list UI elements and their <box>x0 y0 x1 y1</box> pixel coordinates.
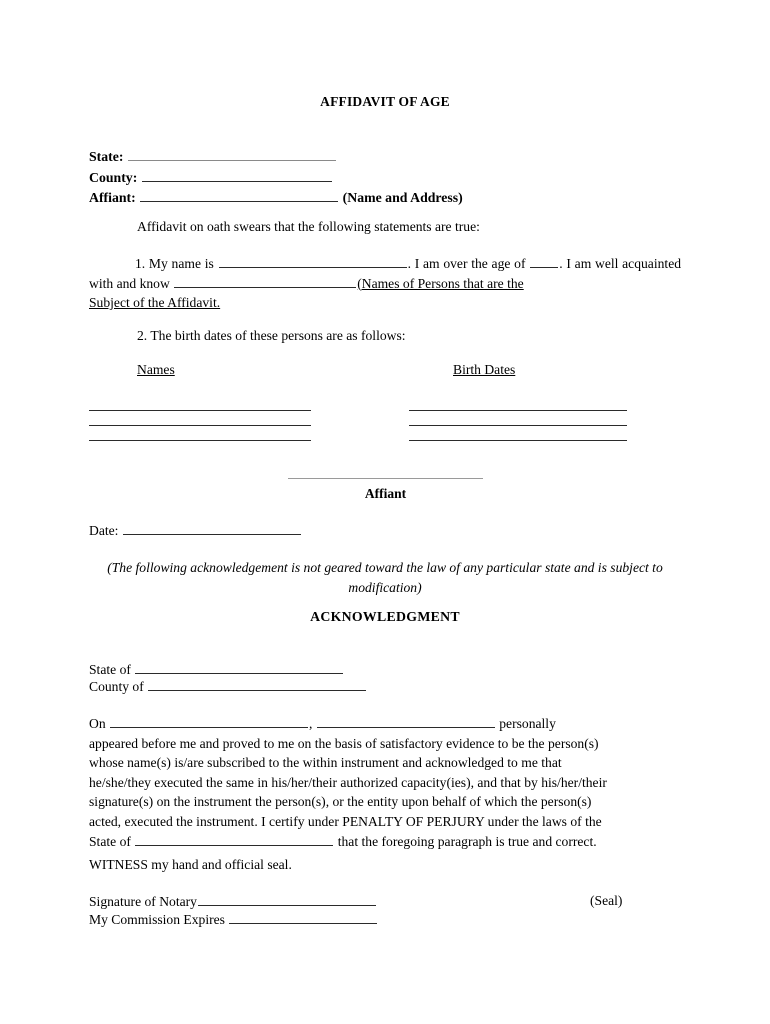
acknowledgment-note <box>105 558 665 598</box>
date-label: Date: <box>89 523 119 538</box>
affiant-fill-line[interactable] <box>140 189 338 202</box>
date-row <box>89 522 302 539</box>
county-fill-line[interactable] <box>142 169 332 182</box>
notary-state-fill-line[interactable] <box>135 661 343 674</box>
state-fill-line[interactable] <box>128 148 336 161</box>
notary-county-label: County of <box>89 679 144 694</box>
notary-signature-row <box>89 893 377 910</box>
item1-underlined-b: Subject of the Affidavit. <box>89 295 221 310</box>
state-row <box>89 147 463 168</box>
affidavit-item-2: 2. The birth dates of these persons are as follows: <box>137 328 406 343</box>
commission-expires-fill-line[interactable] <box>229 911 377 924</box>
column-header-birth-dates: Birth Dates <box>453 362 516 377</box>
acknowledgment-note-line-1: (The following acknowledgement is not geared toward the law of any particular state and is <box>107 560 607 575</box>
item1-text-c: . I am well acquainted with and know <box>89 256 682 291</box>
column-header-names: Names <box>137 362 175 377</box>
acknowledgment-line-3: whose name(s) is/are subscribed to the within instrument and acknowledged to me that <box>89 755 562 771</box>
notary-county-fill-line[interactable] <box>148 678 366 691</box>
affiant-label: Affiant: <box>89 190 136 205</box>
ack-date-fill-line[interactable] <box>110 715 308 728</box>
acknowledgment-line-5: signature(s) on the instrument the person(s), or the entity upon behalf of which the person(s) <box>89 794 592 810</box>
birth-dates-blank-line-1[interactable] <box>409 410 627 411</box>
notary-signature-label: Signature of Notary <box>89 894 197 909</box>
county-row <box>89 168 463 189</box>
witness-statement: WITNESS my hand and official seal. <box>89 857 292 872</box>
acknowledgment-line-2: appeared before me and proved to me on the basis of satisfactory evidence to be the person(s) <box>89 735 599 751</box>
ack-closing-text: that the foregoing paragraph is true and correct. <box>337 833 597 849</box>
ack-name-fill-line[interactable] <box>317 715 495 728</box>
notary-county-row <box>89 678 367 695</box>
ack-on-label: On <box>89 716 106 731</box>
names-blank-line-1[interactable] <box>89 410 311 411</box>
state-label: State: <box>89 149 124 164</box>
item1-text-b: . I am over the age of <box>407 256 526 271</box>
commission-expires-row <box>89 911 378 928</box>
ack-state-label: State of <box>89 833 131 849</box>
ack-personally-label: personally <box>499 716 556 731</box>
names-blank-line-2[interactable] <box>89 425 311 426</box>
acknowledgment-heading: ACKNOWLEDGMENT <box>310 609 460 624</box>
commission-expires-label: My Commission Expires <box>89 912 225 927</box>
notary-state-row <box>89 661 344 678</box>
affiant-row <box>89 188 463 209</box>
ack-comma: , <box>309 716 313 731</box>
ack-state-fill-line[interactable] <box>135 833 333 846</box>
birth-dates-blank-line-3[interactable] <box>409 440 627 441</box>
affiant-signature-label: Affiant <box>364 486 407 501</box>
acknowledgment-line-1 <box>89 714 669 734</box>
item1-name-fill-line[interactable] <box>219 255 407 268</box>
affiant-signature-line[interactable] <box>288 478 483 479</box>
oath-statement: Affidavit on oath swears that the following statements are true: <box>137 219 480 234</box>
seal-placeholder: (Seal) <box>590 893 623 908</box>
birth-dates-blank-line-2[interactable] <box>409 425 627 426</box>
page-title: AFFIDAVIT OF AGE <box>320 94 450 109</box>
item1-underlined-a: (Names of Persons that are the <box>357 275 524 291</box>
acknowledgment-line-7 <box>89 832 669 852</box>
affidavit-item-1 <box>89 254 681 313</box>
notary-state-label: State of <box>89 662 131 677</box>
acknowledgment-paragraph <box>89 714 669 851</box>
item1-age-fill-line[interactable] <box>530 255 558 268</box>
acknowledgment-line-4: he/she/they executed the same in his/her/their authorized capacity(ies), and that by his/her/their <box>89 774 607 790</box>
acknowledgment-line-6: acted, executed the instrument. I certify under PENALTY OF PERJURY under the laws of the <box>89 813 602 829</box>
county-label: County: <box>89 169 138 185</box>
item1-text-a: 1. My name is <box>135 256 214 271</box>
affiant-note: (Name and Address) <box>342 190 463 205</box>
date-fill-line[interactable] <box>123 522 301 535</box>
item1-persons-fill-line[interactable] <box>174 275 356 288</box>
names-blank-line-3[interactable] <box>89 440 311 441</box>
party-header-block <box>89 147 463 209</box>
acknowledgment-note-line-2: subject to modification) <box>348 560 663 595</box>
notary-signature-fill-line[interactable] <box>198 893 376 906</box>
